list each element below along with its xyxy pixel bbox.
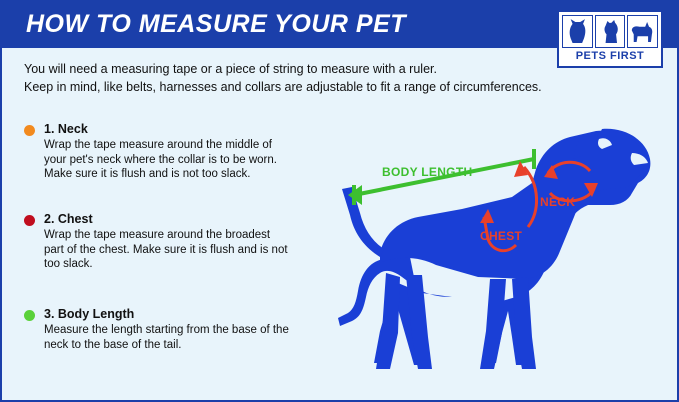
step-neck-title: 1. Neck — [44, 122, 88, 136]
dog-measurement-diagram — [302, 97, 672, 397]
step-body-length-body: Measure the length starting from the base of the neck to the base of the tail. — [44, 324, 289, 351]
step-neck — [24, 122, 289, 182]
step-chest — [24, 212, 289, 272]
step-chest-bullet — [24, 215, 35, 226]
logo-text: PETS FIRST — [575, 50, 645, 62]
step-neck-bullet — [24, 125, 35, 136]
label-body-length: BODY LENGTH — [382, 165, 473, 179]
page-title: HOW TO MEASURE YOUR PET — [26, 10, 407, 38]
step-body-length-title: 3. Body Length — [44, 307, 135, 321]
cat-silhouette-icon — [562, 15, 593, 48]
step-body-length — [24, 307, 289, 352]
intro-line-2: Keep in mind, like belts, harnesses and collars are adjustable to fit a range of circumferences. — [24, 80, 542, 94]
step-neck-body: Wrap the tape measure around the middle of your pet's neck where the collar is to be worn. Make sure it is flush and is not too slack. — [44, 139, 277, 180]
logo-animal-row — [562, 15, 658, 48]
step-body-length-bullet — [24, 310, 35, 321]
intro-line-1: You will need a measuring tape or a piece of string to measure with a ruler. — [24, 62, 437, 76]
dog-sitting-silhouette-icon — [595, 15, 626, 48]
step-chest-title: 2. Chest — [44, 212, 93, 226]
intro-text — [24, 60, 624, 96]
dog-standing-silhouette-icon — [627, 15, 658, 48]
label-neck: NECK — [540, 195, 576, 209]
step-chest-body: Wrap the tape measure around the broadest part of the chest. Make sure it is flush and is not too slack. — [44, 229, 288, 270]
label-chest: CHEST — [480, 229, 523, 243]
